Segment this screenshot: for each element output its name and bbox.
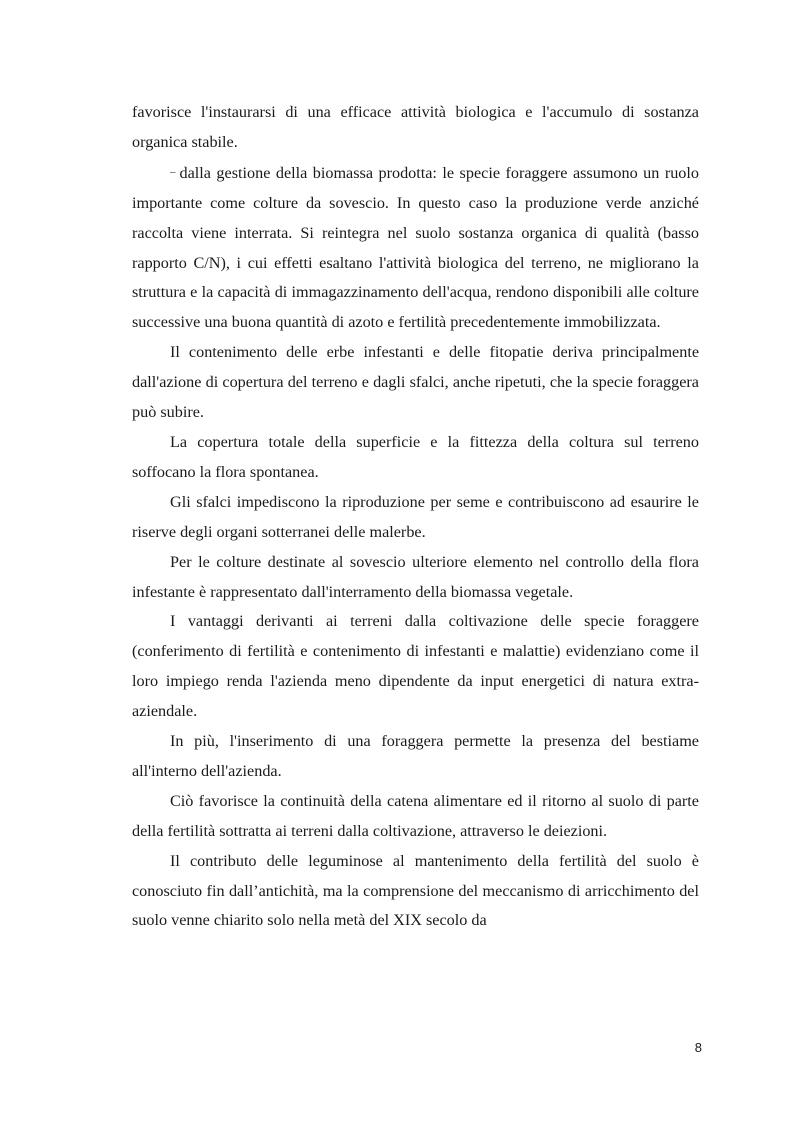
paragraph-7: I vantaggi derivanti ai terreni dalla coltivazione delle specie foraggere (conferimento di fertilità e contenimento di infestanti e malattie) evidenziano come il loro impiego renda l'azienda meno dipendente da input energetici di natura extra-aziendale. bbox=[132, 612, 699, 721]
list-dash: – bbox=[170, 165, 176, 178]
paragraph-2-text: dalla gestione della biomassa prodotta: le specie foraggere assumono un ruolo importante come colture da sovescio. In questo caso la produzione verde anziché raccolta viene interrata. Si reintegra nel suolo sostanza organica di qualità (basso rapporto C/N), i cui effetti esaltano l'attività biologica del terreno, ne migliorano la struttura e la capacità di immagazzinamento dell'acqua, rendono disponibili alle colture successive una buona quantità di azoto e fertilità precedentemente immobilizzata. bbox=[132, 163, 699, 332]
paragraph-4: La copertura totale della superficie e la fittezza della coltura sul terreno soffocano la flora spontanea. bbox=[132, 432, 699, 481]
paragraph-8: In più, l'inserimento di una foraggera permette la presenza del bestiame all'interno dell'azienda. bbox=[132, 732, 699, 780]
paragraph-10: Il contributo delle leguminose al mantenimento della fertilità del suolo è conosciuto fin dall’antichità, ma la comprensione del meccanismo di arricchimento del suolo venne chiarito solo nella metà del XIX secolo da bbox=[132, 851, 699, 930]
page-number: 8 bbox=[694, 1040, 702, 1055]
body-text bbox=[132, 98, 699, 936]
paragraph-3: Il contenimento delle erbe infestanti e delle fitopatie deriva principalmente dall'azione di copertura del terreno e dagli sfalci, anche ripetuti, che la specie foraggera può subire. bbox=[132, 343, 699, 422]
paragraph-1: favorisce l'instaurarsi di una efficace attività biologica e l'accumulo di sostanza organica stabile. bbox=[132, 103, 699, 151]
paragraph-5: Gli sfalci impediscono la riproduzione per seme e contribuiscono ad esaurire le riserve degli organi sotterranei delle malerbe. bbox=[132, 492, 699, 541]
paragraph-6: Per le colture destinate al sovescio ulteriore elemento nel controllo della flora infestante è rappresentato dall'interramento della biomassa vegetale. bbox=[132, 552, 699, 601]
paragraph-9: Ciò favorisce la continuità della catena alimentare ed il ritorno al suolo di parte della fertilità sottratta ai terreni dalla coltivazione, attraverso le deiezioni. bbox=[132, 791, 699, 840]
paragraph-2 bbox=[132, 158, 699, 338]
